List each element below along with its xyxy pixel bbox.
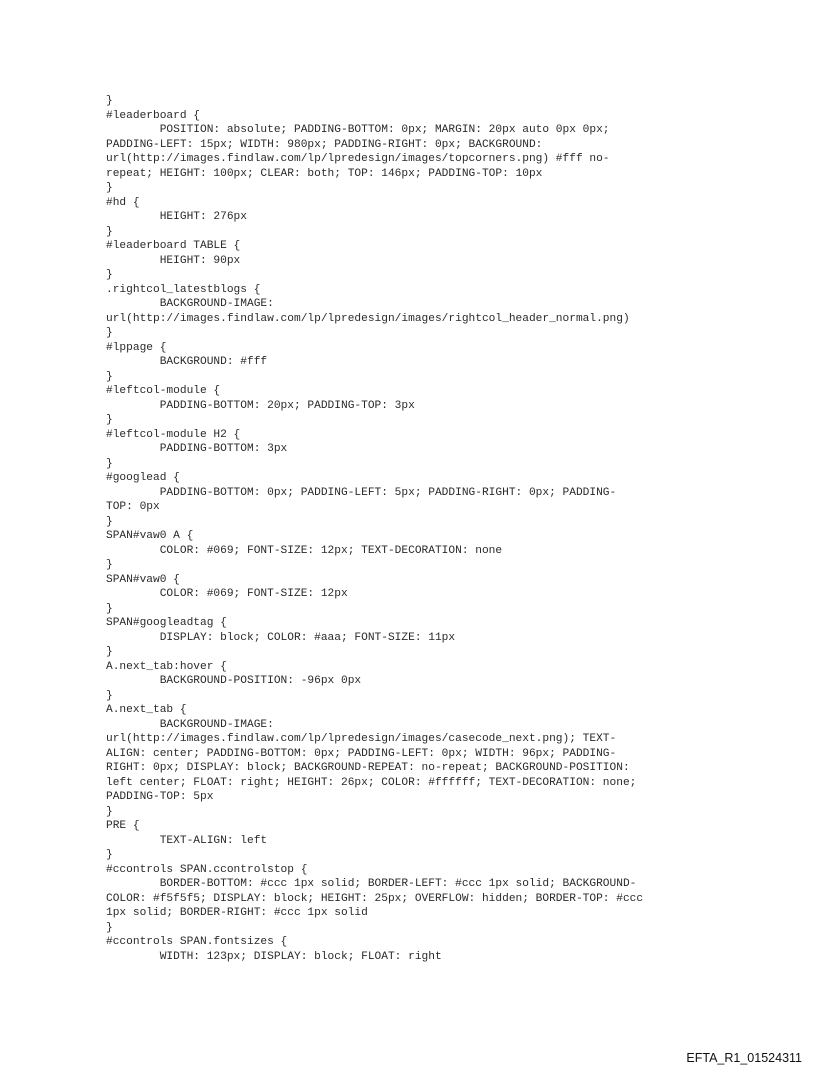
code-line: RIGHT: 0px; DISPLAY: block; BACKGROUND-REPEAT: no-repeat; BACKGROUND-POSITION:	[106, 762, 630, 774]
code-line: PADDING-TOP: 5px	[106, 791, 214, 803]
code-line: url(http://images.findlaw.com/lp/lpredesign/images/casecode_next.png); TEXT-	[106, 733, 617, 745]
code-line: #leftcol-module {	[106, 385, 221, 397]
code-line: BACKGROUND-IMAGE:	[106, 718, 274, 731]
code-line: }	[106, 689, 113, 702]
code-line: }	[106, 921, 113, 934]
code-line: }	[106, 646, 113, 658]
code-line: }	[106, 269, 113, 281]
code-line: A.next_tab:hover {	[106, 660, 227, 673]
code-line: SPAN#googleadtag {	[106, 617, 227, 629]
code-line: }	[106, 805, 113, 818]
code-line: }	[106, 182, 113, 194]
code-line: url(http://images.findlaw.com/lp/lpredesign/images/topcorners.png) #fff no-	[106, 153, 610, 165]
code-line: url(http://images.findlaw.com/lp/lpredesign/images/rightcol_header_normal.png)	[106, 312, 630, 325]
code-line: #leaderboard TABLE {	[106, 240, 241, 252]
code-line: COLOR: #069; FONT-SIZE: 12px	[106, 588, 348, 600]
code-line: PADDING-BOTTOM: 20px; PADDING-TOP: 3px	[106, 399, 415, 412]
code-line: TOP: 0px	[106, 501, 160, 513]
code-line: }	[106, 225, 113, 238]
code-line: HEIGHT: 90px	[106, 254, 241, 267]
code-line: }	[106, 559, 113, 571]
code-line: #googlead {	[106, 472, 180, 484]
code-line: A.next_tab {	[106, 704, 187, 716]
code-listing	[106, 94, 746, 964]
code-line: #leaderboard {	[106, 109, 200, 122]
code-line: }	[106, 414, 113, 426]
code-line: 1px solid; BORDER-RIGHT: #ccc 1px solid	[106, 907, 368, 919]
code-line: TEXT-ALIGN: left	[106, 834, 268, 847]
code-line: SPAN#vaw0 {	[106, 573, 180, 586]
code-line: POSITION: absolute; PADDING-BOTTOM: 0px; MARGIN: 20px auto 0px 0px;	[106, 124, 610, 136]
code-line: PADDING-BOTTOM: 3px	[106, 443, 288, 455]
code-line: #leftcol-module H2 {	[106, 428, 241, 441]
code-line: #lppage {	[106, 341, 167, 354]
code-line: COLOR: #f5f5f5; DISPLAY: block; HEIGHT: 25px; OVERFLOW: hidden; BORDER-TOP: #ccc	[106, 892, 644, 905]
code-line: BACKGROUND: #fff	[106, 356, 268, 368]
code-line: HEIGHT: 276px	[106, 211, 247, 223]
code-line: }	[106, 95, 113, 107]
code-line: }	[106, 849, 113, 861]
code-line: }	[106, 515, 113, 528]
code-line: PADDING-BOTTOM: 0px; PADDING-LEFT: 5px; PADDING-RIGHT: 0px; PADDING-	[106, 486, 617, 499]
code-line: WIDTH: 123px; DISPLAY: block; FLOAT: right	[106, 950, 442, 963]
code-line: left center; FLOAT: right; HEIGHT: 26px; COLOR: #ffffff; TEXT-DECORATION: none;	[106, 776, 637, 789]
code-line: #ccontrols SPAN.ccontrolstop {	[106, 863, 308, 876]
code-line: #hd {	[106, 196, 140, 209]
code-line: .rightcol_latestblogs {	[106, 283, 261, 296]
document-id-footer: EFTA_R1_01524311	[686, 1051, 802, 1065]
code-line: #ccontrols SPAN.fontsizes {	[106, 936, 288, 948]
code-line: }	[106, 327, 113, 339]
code-line: }	[106, 370, 113, 383]
code-line: ALIGN: center; PADDING-BOTTOM: 0px; PADDING-LEFT: 0px; WIDTH: 96px; PADDING-	[106, 747, 617, 760]
code-line: PRE {	[106, 820, 140, 832]
code-line: repeat; HEIGHT: 100px; CLEAR: both; TOP: 146px; PADDING-TOP: 10px	[106, 167, 543, 180]
code-line: }	[106, 602, 113, 615]
code-line: SPAN#vaw0 A {	[106, 530, 194, 542]
code-line: DISPLAY: block; COLOR: #aaa; FONT-SIZE: 11px	[106, 631, 456, 644]
code-line: BACKGROUND-IMAGE:	[106, 298, 274, 310]
code-line: BACKGROUND-POSITION: -96px 0px	[106, 675, 362, 687]
code-line: }	[106, 457, 113, 470]
code-line: BORDER-BOTTOM: #ccc 1px solid; BORDER-LEFT: #ccc 1px solid; BACKGROUND-	[106, 878, 637, 890]
code-line: COLOR: #069; FONT-SIZE: 12px; TEXT-DECORATION: none	[106, 544, 503, 557]
code-line: PADDING-LEFT: 15px; WIDTH: 980px; PADDING-RIGHT: 0px; BACKGROUND:	[106, 138, 543, 151]
